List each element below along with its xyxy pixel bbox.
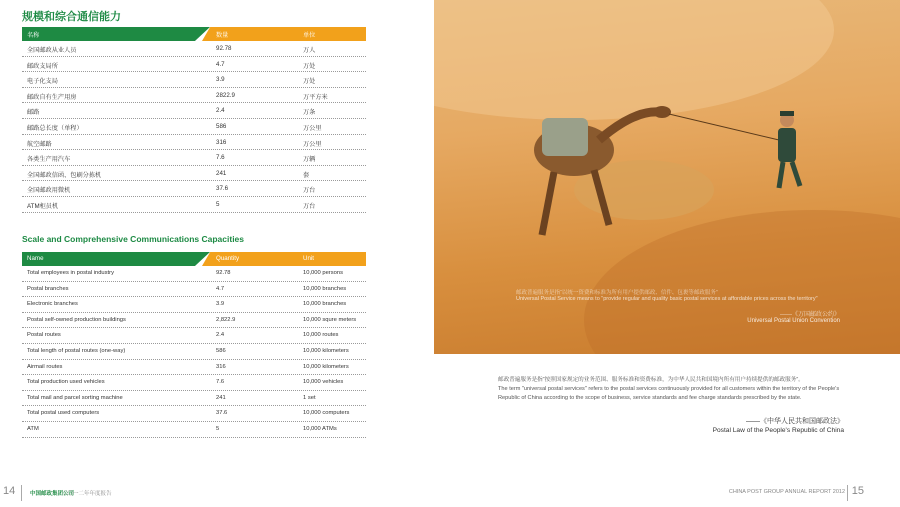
row-unit: 万辆 <box>303 156 316 164</box>
header-green-band <box>22 27 210 41</box>
footer-report-name: 二〇一二年年度报告 <box>62 491 112 497</box>
page-number-left: 14 <box>3 485 16 497</box>
row-name: 邮政自有生产用房 <box>27 93 77 101</box>
row-unit: 10,000 ATMs <box>303 425 337 432</box>
law-definition-cn: 邮政普遍服务是指“按照国家规定的业务范围、服务标准和资费标准，为中华人民共和国境内所有用户持续提供的邮政服务”。 <box>498 377 804 383</box>
table-row <box>22 422 366 438</box>
row-unit: 10,000 branches <box>303 301 347 308</box>
row-unit: 万平方米 <box>303 93 328 101</box>
mail-bags <box>542 118 588 156</box>
header-quantity: 数量 <box>216 32 229 39</box>
table-row <box>22 266 366 282</box>
row-quantity: 37.6 <box>216 410 228 417</box>
postman-body <box>778 128 796 162</box>
row-name: 航空邮路 <box>27 140 52 148</box>
row-unit: 10,000 computers <box>303 410 350 417</box>
row-quantity: 2.4 <box>216 332 225 339</box>
row-unit: 万台 <box>303 202 316 210</box>
table-row <box>22 72 366 88</box>
row-quantity: 586 <box>216 347 226 354</box>
row-quantity: 4.7 <box>216 60 225 68</box>
table-row <box>22 197 366 213</box>
header-name: 名称 <box>27 32 40 39</box>
table-row <box>22 344 366 360</box>
cn-capacity-table <box>22 27 366 213</box>
table-row <box>22 41 366 57</box>
row-quantity: 4.7 <box>216 285 225 292</box>
table-row <box>22 150 366 166</box>
row-unit: 1 set <box>303 394 316 401</box>
table-row <box>22 119 366 135</box>
row-quantity: 241 <box>216 394 226 401</box>
table-row <box>22 406 366 422</box>
table-row <box>22 88 366 104</box>
row-unit: 10,000 routes <box>303 332 339 339</box>
row-quantity: 316 <box>216 138 227 146</box>
photo-quote-source-en: Universal Postal Union Convention <box>747 318 840 324</box>
cn-section-title: 规模和综合通信能力 <box>22 11 121 23</box>
header-green-band <box>22 252 210 266</box>
row-name: 全国邮政从业人员 <box>27 47 77 54</box>
photo-quote-cn: 邮政普遍服务是指“以统一资费和标准为所有用户提供邮政、信件、包裹等邮政服务” <box>516 290 718 296</box>
cn-table-header <box>22 27 366 41</box>
row-name: Airmail routes <box>27 363 63 370</box>
table-row <box>22 328 366 344</box>
photo-quote-en: Universal Postal Service means to "provide regular and quality basic postal services at affordable prices across the territory" <box>516 296 818 302</box>
header-unit: 单位 <box>303 32 316 39</box>
row-name: Total postal used computers <box>27 410 100 417</box>
table-row <box>22 391 366 407</box>
row-name: Total mail and parcel sorting machine <box>27 394 123 401</box>
table-row <box>22 135 366 151</box>
row-name: Postal routes <box>27 332 61 339</box>
row-unit: 10,000 squre meters <box>303 316 357 323</box>
row-unit: 万台 <box>303 187 316 195</box>
row-quantity: 2.4 <box>216 107 225 115</box>
row-name: Total production used vehicles <box>27 379 105 386</box>
footer-company: 中国邮政集团公司 <box>30 491 75 497</box>
row-unit: 套 <box>303 171 310 179</box>
row-name: 邮路 <box>27 109 40 117</box>
postman-cap <box>780 111 794 116</box>
row-quantity: 5 <box>216 425 220 432</box>
row-name: 邮政支局所 <box>27 62 58 70</box>
row-unit: 万人 <box>303 47 316 54</box>
row-unit: 万处 <box>303 78 316 86</box>
footer-divider <box>847 485 848 501</box>
row-name: Postal branches <box>27 285 69 292</box>
row-name: 全国邮政信函、包刷分拣机 <box>27 171 102 179</box>
row-unit: 10,000 vehicles <box>303 379 344 386</box>
row-name: Electronic branches <box>27 301 78 308</box>
law-definition-en: The term "universal postal services" refers to the postal services continuously provided for all customers within the territory of the People's Republic of China according to the scope of business, service standards and fee charge standards prescribed by the state. <box>498 386 840 402</box>
row-unit: 万处 <box>303 62 316 70</box>
row-quantity: 586 <box>216 122 227 130</box>
row-quantity: 92.78 <box>216 45 232 52</box>
row-unit: 10,000 kilometers <box>303 347 349 354</box>
row-quantity: 5 <box>216 200 220 208</box>
row-name: 邮路总长度（单程） <box>27 124 83 132</box>
row-name: ATM <box>27 425 39 432</box>
row-quantity: 241 <box>216 169 227 177</box>
row-name: ATM柜员机 <box>27 202 59 210</box>
en-section-title: Scale and Comprehensive Communications Capacities <box>22 234 245 244</box>
en-table-header <box>22 252 366 266</box>
row-quantity: 2,822.9 <box>216 316 236 323</box>
camel-leg <box>542 172 554 235</box>
row-name: Total length of postal routes (one-way) <box>27 347 126 354</box>
row-quantity: 37.6 <box>216 185 229 193</box>
table-row <box>22 375 366 391</box>
page-number-right: 15 <box>851 485 864 497</box>
row-name: 全国邮政用微机 <box>27 187 71 195</box>
row-unit: 10,000 kilometers <box>303 363 349 370</box>
header-quantity: Quantity <box>216 255 240 262</box>
row-quantity: 7.6 <box>216 379 225 386</box>
row-unit: 10,000 branches <box>303 285 347 292</box>
footer-divider <box>21 485 22 501</box>
law-source-cn: ——《中华人民共和国邮政法》 <box>746 418 844 425</box>
row-name: Total employees in postal industry <box>27 270 114 276</box>
law-source-en: Postal Law of the People's Republic of China <box>712 427 844 434</box>
row-unit: 万公里 <box>303 124 322 132</box>
camel-head <box>653 106 671 118</box>
postman-leg <box>779 162 783 188</box>
desert-camel-photo <box>434 0 900 354</box>
row-quantity: 2822.9 <box>216 91 235 99</box>
photo-quote-source-cn: ——《万国邮政公约》 <box>779 312 840 318</box>
table-row <box>22 57 366 73</box>
row-name: 电子化支局 <box>27 78 58 86</box>
header-name: Name <box>27 255 44 262</box>
footer-report-title: CHINA POST GROUP ANNUAL REPORT 2012 <box>728 489 845 495</box>
row-unit: 万条 <box>303 109 316 117</box>
row-quantity: 3.9 <box>216 76 225 84</box>
header-unit: Unit <box>303 255 315 262</box>
en-capacity-table <box>22 252 366 438</box>
table-row <box>22 166 366 182</box>
postman-leg <box>792 162 800 186</box>
row-name: Postal self-owned production buildings <box>27 316 126 323</box>
camel-neck <box>599 112 659 140</box>
row-quantity: 316 <box>216 363 226 370</box>
table-row <box>22 181 366 197</box>
lead-rope <box>669 114 779 140</box>
table-row <box>22 282 366 298</box>
table-row <box>22 360 366 376</box>
row-name: 各类生产用汽车 <box>27 156 71 164</box>
table-row <box>22 103 366 119</box>
row-quantity: 92.78 <box>216 270 231 276</box>
row-unit: 万公里 <box>303 140 322 148</box>
row-quantity: 7.6 <box>216 154 225 162</box>
row-unit: 10,000 persons <box>303 270 343 276</box>
table-row <box>22 297 366 313</box>
row-quantity: 3.9 <box>216 301 225 308</box>
table-row <box>22 313 366 329</box>
